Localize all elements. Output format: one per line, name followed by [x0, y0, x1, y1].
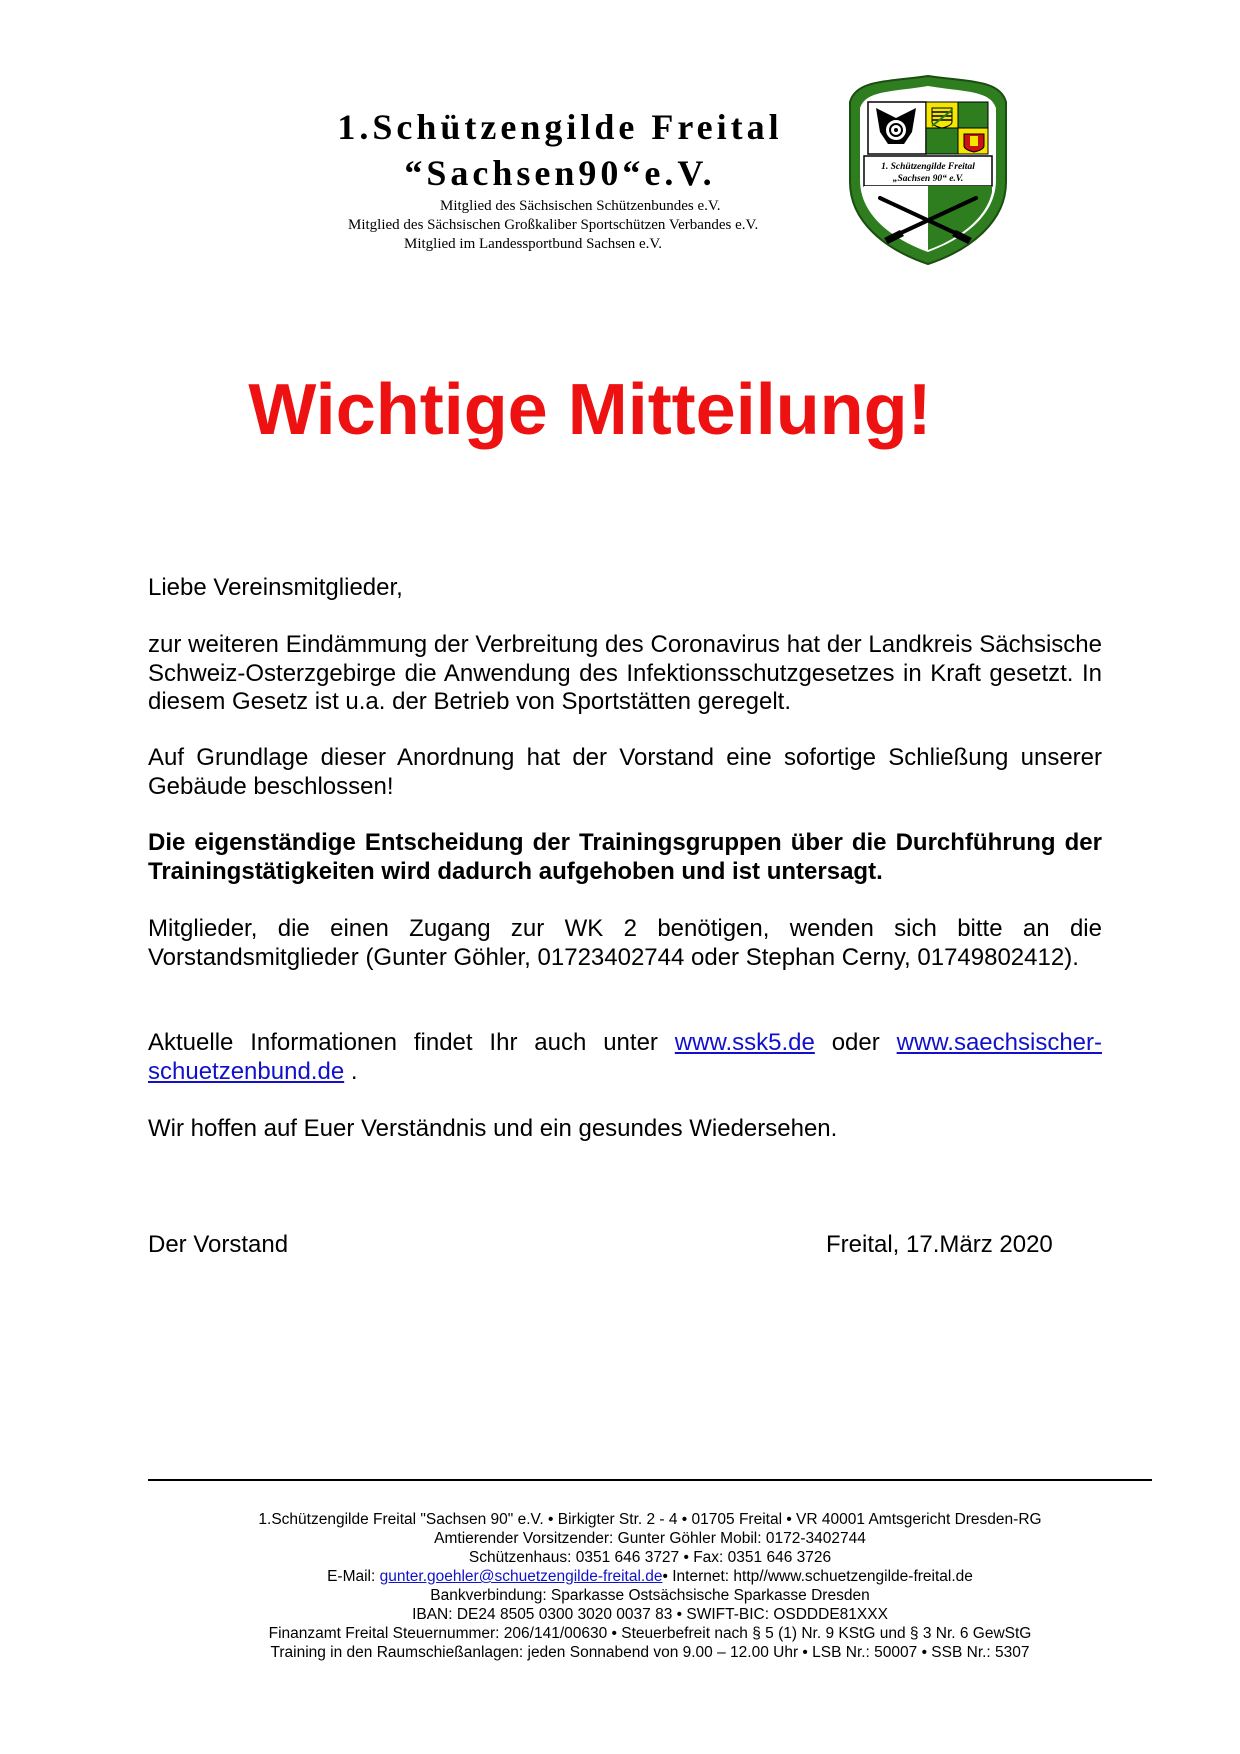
- club-name: 1.Schützengilde Freital: [337, 107, 783, 147]
- footer-internet: • Internet: http//www.schuetzengilde-freital.de: [662, 1568, 973, 1585]
- crest-text-line1: 1. Schützengilde Freital: [881, 162, 975, 172]
- paragraph-5-middle: oder: [814, 1029, 897, 1056]
- footer-bank: Bankverbindung: Sparkasse Ostsächsische Sparkasse Dresden: [430, 1587, 870, 1604]
- club-crest-logo: [846, 72, 1010, 268]
- footer-divider: [148, 1479, 1152, 1481]
- signature-board: Der Vorstand: [148, 1231, 289, 1258]
- footer-training: Training in den Raumschießanlagen: jeden Sonnabend von 9.00 – 12.00 Uhr • LSB Nr.: 50007 • SSB Nr.: 5307: [270, 1644, 1030, 1661]
- footer-address: 1.Schützengilde Freital "Sachsen 90" e.V. • Birkigter Str. 2 - 4 • 01705 Freital • VR 40001 Amtsgericht Dresden-RG: [258, 1511, 1042, 1528]
- paragraph-5-suffix: .: [344, 1057, 358, 1085]
- paragraph-3-bold: Die eigenständige Entscheidung der Trainingsgruppen über die Durchführung der Trainingstätigkeiten wird dadurch aufgehoben und ist untersagt.: [148, 829, 1102, 885]
- paragraph-1: zur weiteren Eindämmung der Verbreitung des Coronavirus hat der Landkreis Sächsische Schweiz-Osterzgebirge die Anwendung des Infektionsschutzgesetzes in Kraft gesetzt. In diesem Gesetz ist u.a. der Betrieb von Sportstätten geregelt.: [148, 631, 1102, 715]
- footer-tax: Finanzamt Freital Steuernummer: 206/141/00630 • Steuerbefreit nach § 5 (1) Nr. 9 KStG und § 3 Nr. 6 GewStG: [268, 1625, 1032, 1642]
- membership-line-1: Mitglied des Sächsischen Schützenbundes e.V.: [440, 198, 721, 214]
- paragraph-6: Wir hoffen auf Euer Verständnis und ein gesundes Wiedersehen.: [148, 1115, 838, 1142]
- schuetzenbund-link[interactable]: www.saechsischer-schuetzenbund.de: [148, 1029, 1103, 1085]
- greeting: Liebe Vereinsmitglieder,: [148, 574, 403, 601]
- footer-chairman: Amtierender Vorsitzender: Gunter Göhler Mobil: 0172-3402744: [434, 1530, 866, 1547]
- footer: [150, 1510, 1150, 1662]
- crest-text-line2: „Sachsen 90“ e.V.: [892, 174, 964, 184]
- footer-contact: [150, 1567, 1150, 1586]
- membership-line-2: Mitglied des Sächsischen Großkaliber Sportschützen Verbandes e.V.: [348, 217, 759, 233]
- place-and-date: Freital, 17.März 2020: [826, 1231, 1053, 1258]
- footer-phone: Schützenhaus: 0351 646 3727 • Fax: 0351 646 3726: [468, 1549, 832, 1566]
- paragraph-4: Mitglieder, die einen Zugang zur WK 2 benötigen, wenden sich bitte an die Vorstandsmitglieder (Gunter Göhler, 01723402744 oder Stephan Cerny, 01749802412).: [148, 915, 1102, 971]
- paragraph-2: Auf Grundlage dieser Anordnung hat der Vorstand eine sofortige Schließung unserer Gebäude beschlossen!: [148, 744, 1102, 800]
- membership-line-3: Mitglied im Landessportbund Sachsen e.V.: [404, 236, 663, 252]
- paragraph-5: [148, 1029, 1102, 1086]
- footer-iban: IBAN: DE24 8505 0300 3020 0037 83 • SWIFT-BIC: OSDDDE81XXX: [412, 1606, 888, 1623]
- club-subtitle: “Sachsen90“e.V.: [404, 153, 716, 193]
- paragraph-5-prefix: Aktuelle Informationen findet Ihr auch unter: [148, 1029, 675, 1056]
- footer-email-link[interactable]: gunter.goehler@schuetzengilde-freital.de: [379, 1568, 663, 1585]
- ssk5-link[interactable]: www.ssk5.de: [674, 1029, 815, 1056]
- footer-email-label: E-Mail:: [327, 1568, 380, 1585]
- headline: Wichtige Mitteilung!: [248, 370, 932, 450]
